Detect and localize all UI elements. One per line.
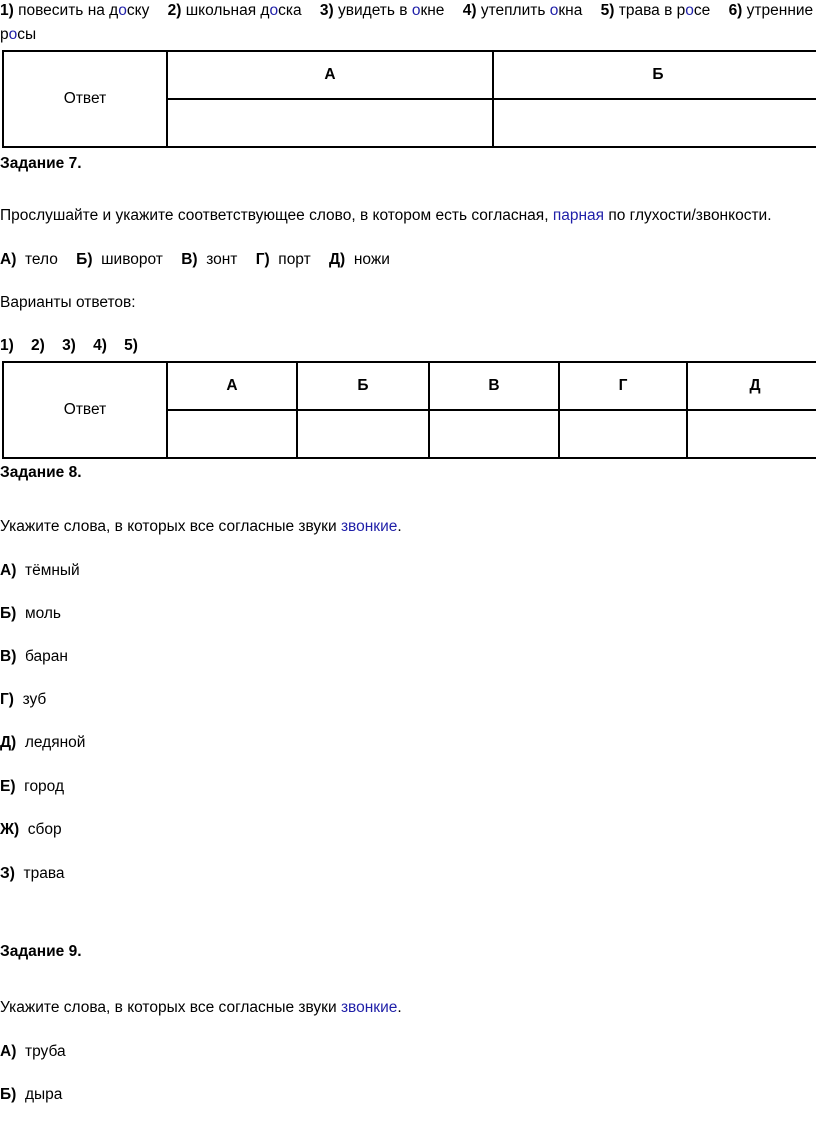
answer-cell-g[interactable] [559,410,687,458]
answer-cell-d[interactable] [687,410,816,458]
option-word: ножи [353,251,390,268]
task-8-item: Ж) сбор [0,821,62,838]
option-word: порт [278,251,311,268]
top-option-6-continuation: росы [0,26,37,43]
top-options-line [0,2,813,20]
task-8-title: Задание 8. [0,464,82,481]
answer-table-2 [2,361,816,459]
option-word: шиворот [101,251,163,268]
table-header-a: А [167,362,297,410]
task-8-item: Г) зуб [0,691,47,708]
task-8-item: В) баран [0,648,68,665]
task-8-item: Е) город [0,778,65,795]
task-7-variants: 1) 2) 3) 4) 5) [0,337,138,354]
top-option-5: 5) трава в росе [600,2,711,19]
top-option-3: 3) увидеть в окне [319,2,445,19]
answer-table-1 [2,50,816,148]
table-header-b: Б [493,51,816,99]
answer-cell-a[interactable] [167,99,493,147]
option-word: тело [24,251,58,268]
top-option-2: 2) школьная доска [167,2,302,19]
top-option-1: 1) повесить на доску [0,2,150,19]
task-8-item: З) трава [0,865,65,882]
top-option-4: 4) утеплить окна [462,2,583,19]
task-8-item: Д) ледяной [0,734,86,751]
task-7-prompt: Прослушайте и укажите соответствующее слово, в котором есть согласная, парная по глухости/звонкости. [0,207,772,224]
table-header-v: В [429,362,559,410]
option-word: зонт [206,251,238,268]
answer-cell-b[interactable] [493,99,816,147]
task-8-prompt: Укажите слова, в которых все согласные звуки звонкие. [0,518,402,535]
task-9-item: Б) дыра [0,1086,63,1103]
answer-label: Ответ [3,51,167,147]
task-7-title: Задание 7. [0,155,82,172]
answer-label: Ответ [3,362,167,458]
task-9-item: А) труба [0,1043,66,1060]
answer-cell-v[interactable] [429,410,559,458]
answer-cell-a[interactable] [167,410,297,458]
table-header-b: Б [297,362,429,410]
answer-cell-b[interactable] [297,410,429,458]
table-header-g: Г [559,362,687,410]
task-8-item: Б) моль [0,605,61,622]
top-option-6: 6) утренние [728,2,814,19]
task-7-variants-title: Варианты ответов: [0,294,136,311]
table-header-a: А [167,51,493,99]
table-header-d: Д [687,362,816,410]
task-8-item: А) тёмный [0,562,80,579]
task-9-prompt: Укажите слова, в которых все согласные звуки звонкие. [0,999,402,1016]
task-7-options: А) тело Б) шиворот В) зонт Г) порт Д) ножи [0,251,390,268]
task-9-title: Задание 9. [0,943,82,960]
